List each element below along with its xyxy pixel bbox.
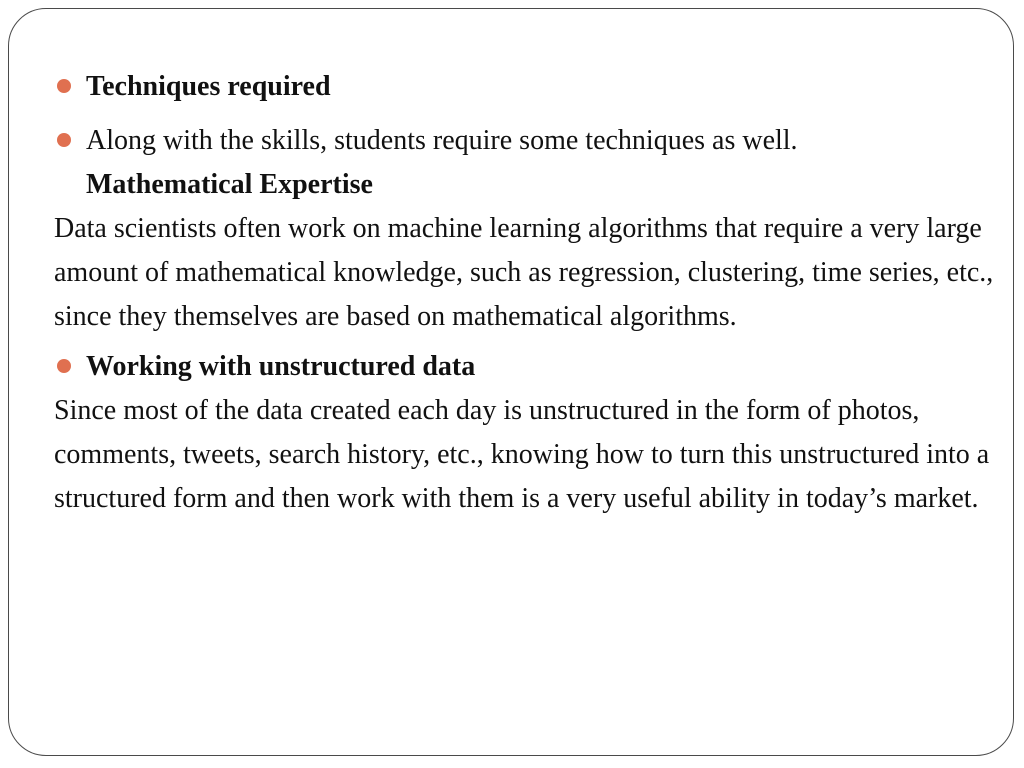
paragraph-unstructured: Since most of the data created each day is unstructured in the form of photos, comments, tweets, search history, etc., knowing how to turn this unstructured into a structured form and then work with them is a very useful ability in today’s market.: [54, 395, 990, 514]
slide-frame: [8, 8, 1014, 756]
bullet-item-techniques: [54, 65, 1004, 109]
bullet-dot-icon: [57, 133, 71, 147]
bullet-text-skills: Along with the skills, students require some techniques as well.: [86, 125, 798, 156]
bullet-dot-icon: [57, 359, 71, 373]
subheading-math-expertise: Mathematical Expertise: [86, 169, 373, 200]
slide-content: [54, 65, 1004, 521]
paragraph-math: Data scientists often work on machine learning algorithms that require a very large amount of mathematical knowledge, such as regression, clustering, time series, etc., since they themselves are based on mathematical algorithms.: [54, 213, 994, 332]
bullet-item-skills: [54, 119, 1004, 207]
bullet-dot-icon: [57, 79, 71, 93]
bullet-heading-techniques: Techniques required: [86, 71, 331, 102]
bullet-item-unstructured: [54, 345, 1004, 389]
bullet-heading-unstructured: Working with unstructured data: [86, 351, 476, 382]
